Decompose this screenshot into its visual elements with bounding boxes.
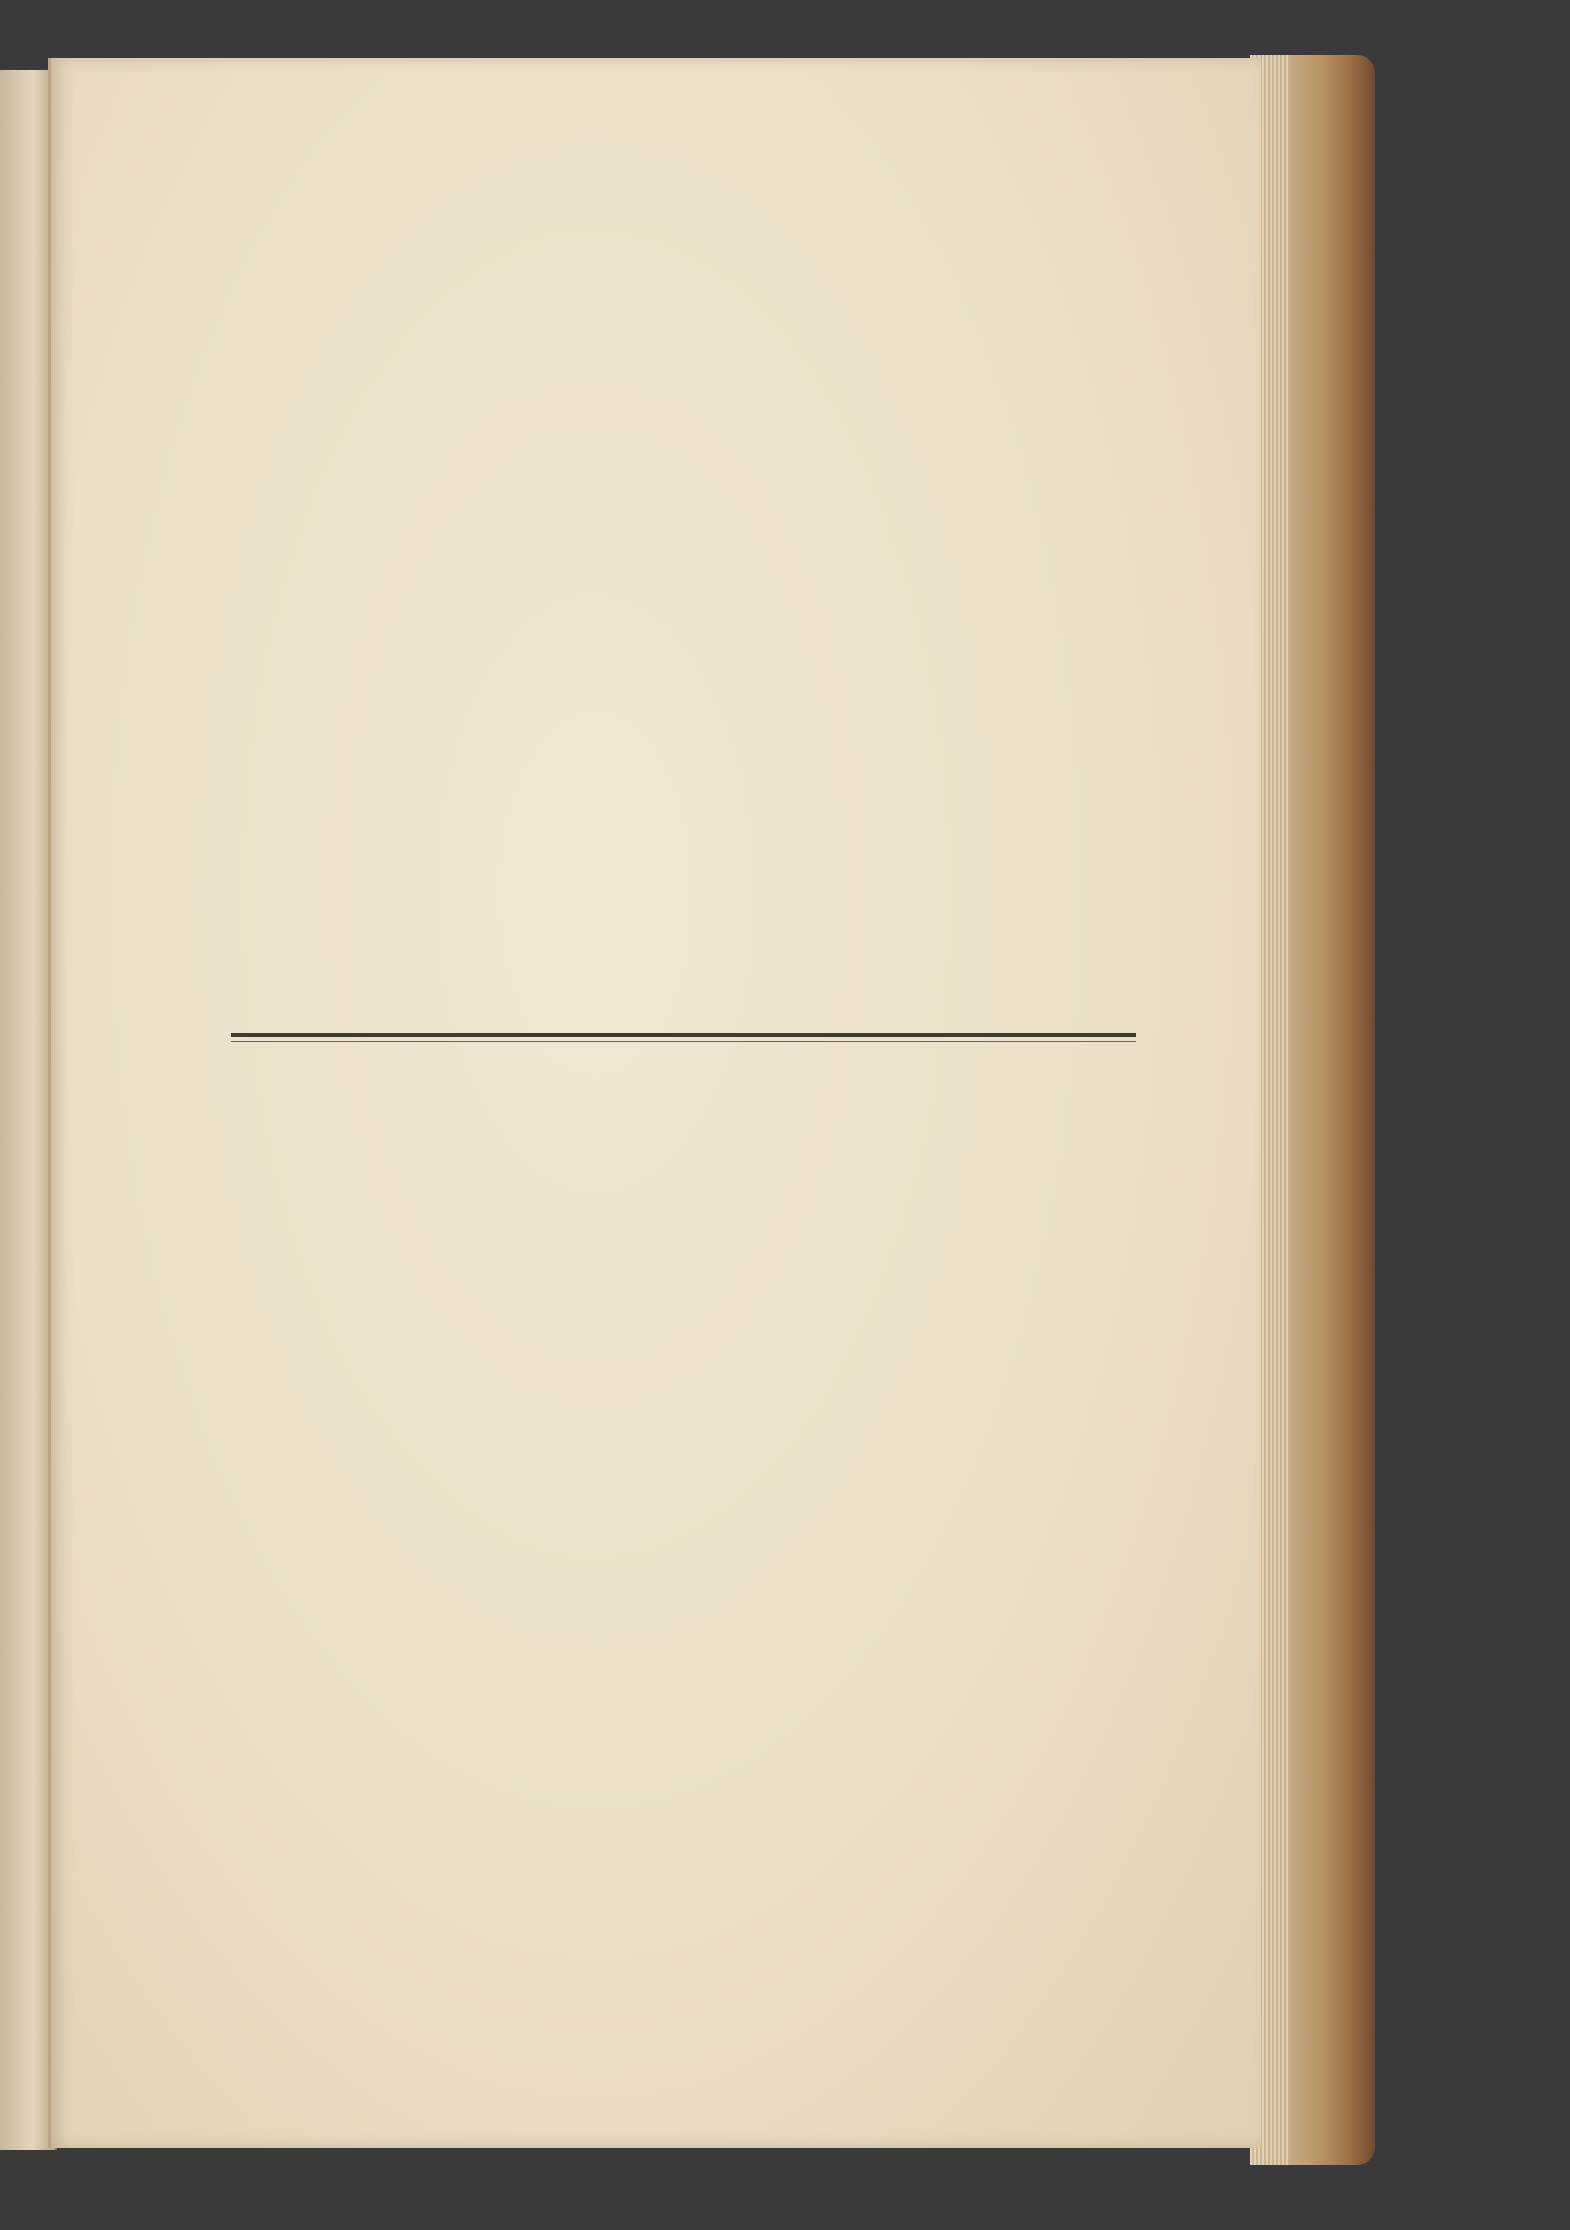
section-divider xyxy=(231,1033,1136,1037)
letter-heading xyxy=(476,1063,506,1116)
book-page-edges xyxy=(1250,55,1375,2165)
book-page xyxy=(48,58,1261,2148)
